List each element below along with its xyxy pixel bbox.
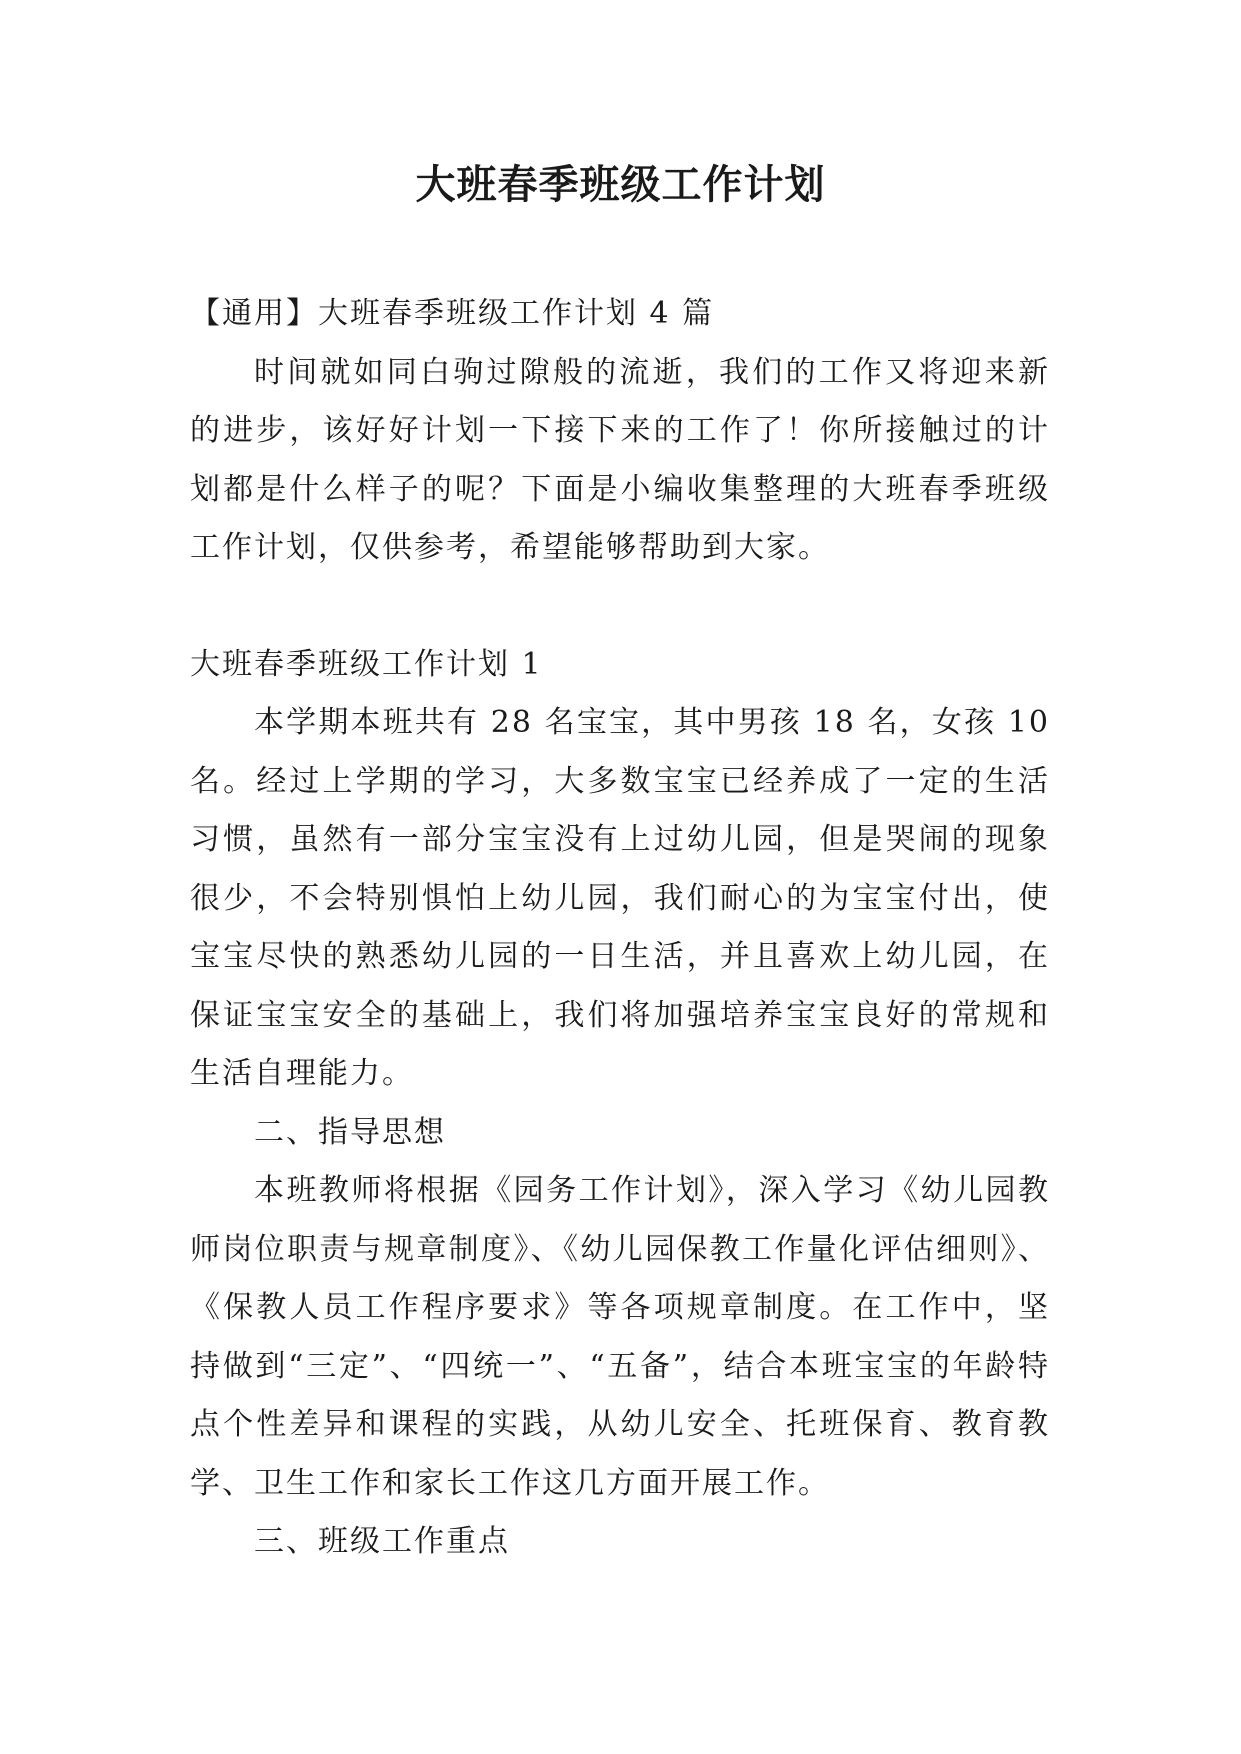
section-heading: 大班春季班级工作计划 1 [190,646,543,682]
intro-paragraph: 时间就如同白驹过隙般的流逝，我们的工作又将迎来新的进步，该好好计划一下接下来的工作了！你所接触过的计划都是什么样子的呢？下面是小编收集整理的大班春季班级工作计划，仅供参考，希望能够帮助到大家。 [190,354,1050,565]
subheading-class-focus: 三、班级工作重点 [254,1524,510,1559]
document-body [190,285,1050,1572]
guiding-thought-paragraph: 本班教师将根据《园务工作计划》，深入学习《幼儿园教师岗位职责与规章制度》、《幼儿园保教工作量化评估细则》、《保教人员工作程序要求》等各项规章制度。在工作中，坚持做到“三定”、“四统一”、“五备”，结合本班宝宝的年龄特点个性差异和课程的实践，从幼儿安全、托班保育、教育教学、卫生工作和家长工作这几方面开展工作。 [190,1173,1050,1501]
subheading-guiding-thought: 二、指导思想 [254,1114,446,1150]
paragraph-gap [190,578,1050,636]
section-paragraph: 本学期本班共有 28 名宝宝，其中男孩 18 名，女孩 10 名。经过上学期的学习，大多数宝宝已经养成了一定的生活习惯，虽然有一部分宝宝没有上过幼儿园，但是哭闹的现象很少，不会特别惧怕上幼儿园，我们耐心的为宝宝付出，使宝宝尽快的熟悉幼儿园的一日生活，并且喜欢上幼儿园，在保证宝宝安全的基础上，我们将加强培养宝宝良好的常规和生活自理能力。 [190,705,1050,1091]
document-title: 大班春季班级工作计划 [415,161,826,208]
document-subtitle: 【通用】大班春季班级工作计划 4 篇 [190,296,715,331]
